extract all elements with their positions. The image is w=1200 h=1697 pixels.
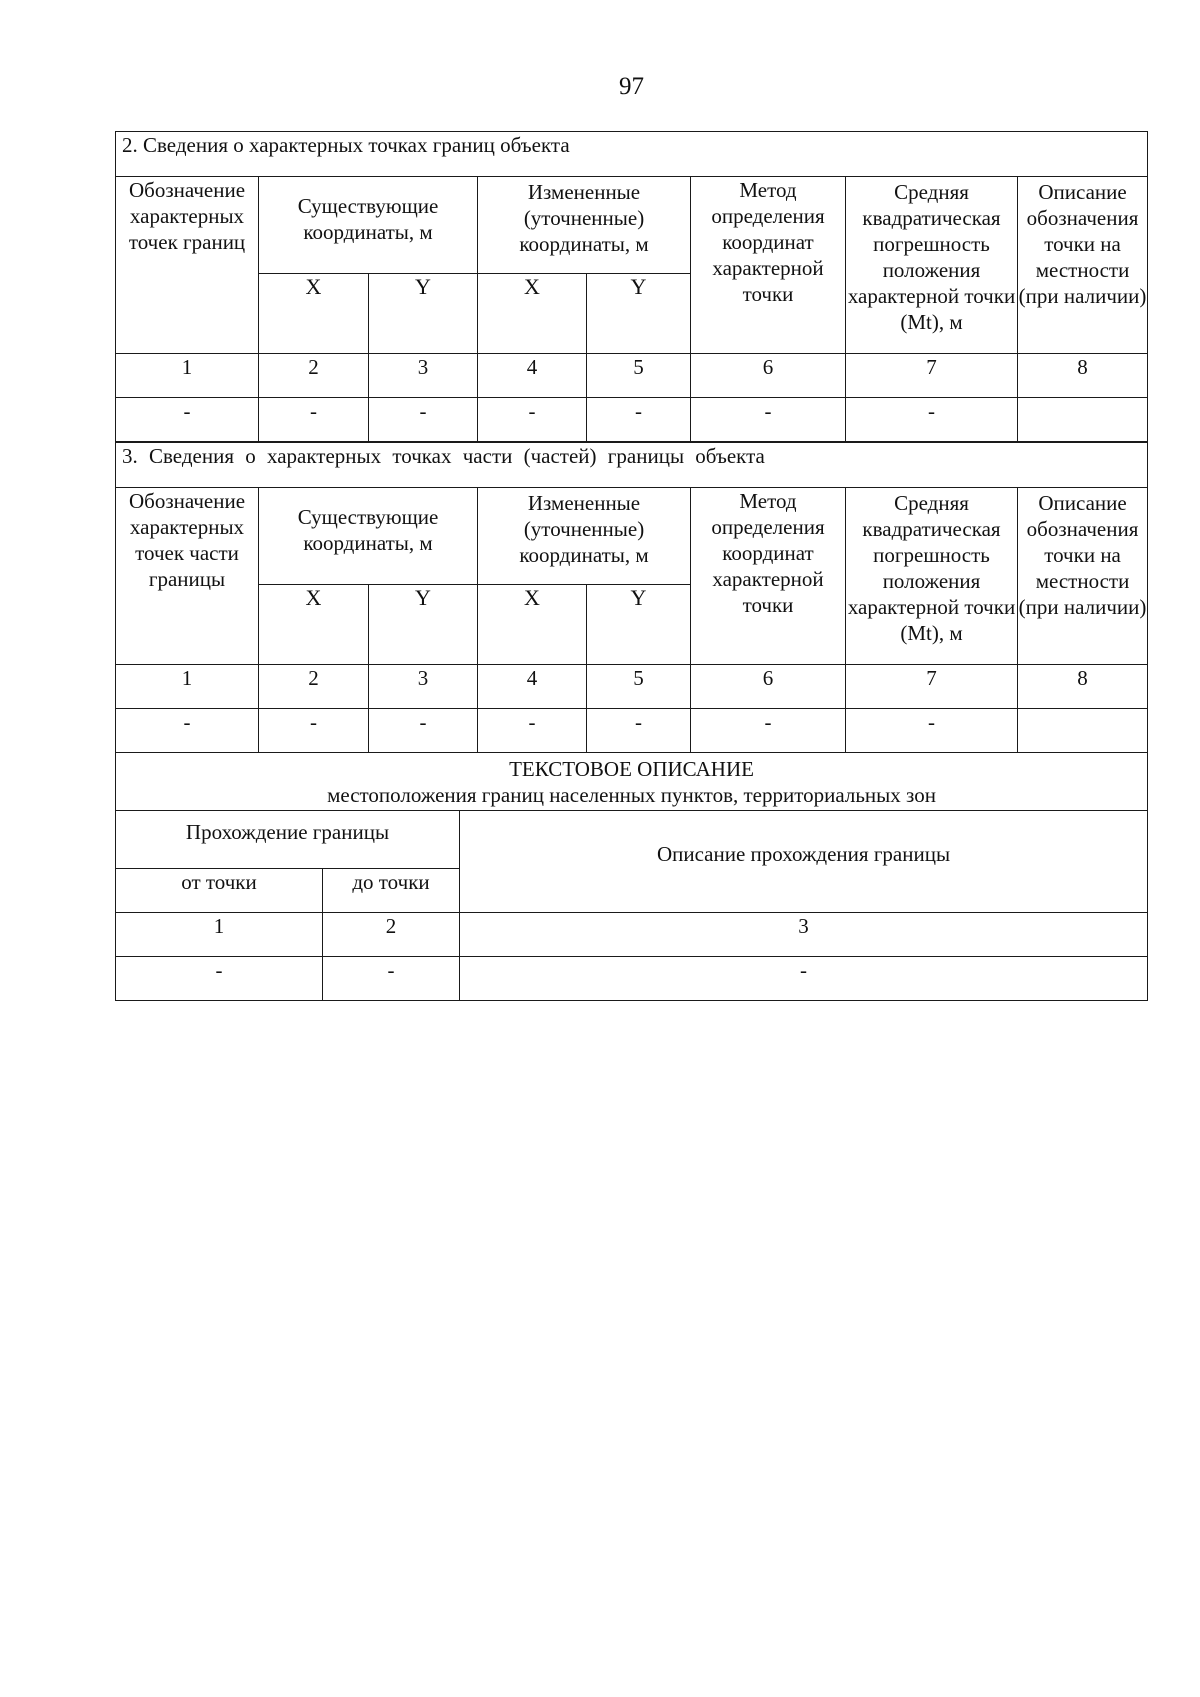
section2-col-method: Метод определения координат характерной точки <box>691 177 846 354</box>
text-description-subtitle: местоположения границ населенных пунктов, территориальных зон <box>327 783 936 807</box>
section3-val-8 <box>1018 709 1148 753</box>
section2-num-2: 2 <box>259 354 369 398</box>
section2-title: 2. Сведения о характерных точках границ объекта <box>116 132 1148 177</box>
section2-y2: Y <box>587 274 691 354</box>
section3-title: 3. Сведения о характерных точках части (частей) границы объекта <box>116 443 1148 488</box>
section2-num-6: 6 <box>691 354 846 398</box>
section2-val-6: - <box>691 398 846 442</box>
section2-val-3: - <box>369 398 478 442</box>
text-num-3: 3 <box>460 913 1148 957</box>
section2-col-existing: Существующие координаты, м <box>259 177 478 274</box>
section2-val-4: - <box>478 398 587 442</box>
section3-col-designation: Обозначение характерных точек части границы <box>116 488 259 665</box>
section2-col-description: Описание обозначения точки на местности (при наличии) <box>1018 177 1148 354</box>
section3-val-5: - <box>587 709 691 753</box>
section3-val-1: - <box>116 709 259 753</box>
section2-val-5: - <box>587 398 691 442</box>
section2-num-5: 5 <box>587 354 691 398</box>
section2-val-2: - <box>259 398 369 442</box>
text-val-3: - <box>460 957 1148 1001</box>
section2-col-error: Средняя квадратическая погрешность положения характерной точки (Mt), м <box>846 177 1018 354</box>
col-from-point: от точки <box>116 869 323 913</box>
section3-col-error: Средняя квадратическая погрешность положения характерной точки (Mt), м <box>846 488 1018 665</box>
section2-val-8 <box>1018 398 1148 442</box>
text-val-1: - <box>116 957 323 1001</box>
section2-num-7: 7 <box>846 354 1018 398</box>
section3-val-4: - <box>478 709 587 753</box>
section2-num-3: 3 <box>369 354 478 398</box>
section2-x1: X <box>259 274 369 354</box>
page-number: 97 <box>619 73 644 100</box>
section3-num-5: 5 <box>587 665 691 709</box>
section3-num-4: 4 <box>478 665 587 709</box>
section3-num-6: 6 <box>691 665 846 709</box>
text-num-2: 2 <box>323 913 460 957</box>
section3-num-7: 7 <box>846 665 1018 709</box>
section2-x2: X <box>478 274 587 354</box>
section2-val-1: - <box>116 398 259 442</box>
text-description-header <box>116 753 1148 811</box>
section3-x1: X <box>259 585 369 665</box>
section2-col-designation: Обозначение характерных точек границ <box>116 177 259 354</box>
section2-num-8: 8 <box>1018 354 1148 398</box>
section3-num-1: 1 <box>116 665 259 709</box>
section3-num-8: 8 <box>1018 665 1148 709</box>
section3-num-3: 3 <box>369 665 478 709</box>
section3-y2: Y <box>587 585 691 665</box>
section3-val-7: - <box>846 709 1018 753</box>
section3-table <box>115 442 1148 753</box>
section2-table <box>115 131 1148 442</box>
section3-col-description: Описание обозначения точки на местности (при наличии) <box>1018 488 1148 665</box>
section2-val-7: - <box>846 398 1018 442</box>
text-val-2: - <box>323 957 460 1001</box>
col-passage-description: Описание прохождения границы <box>460 811 1148 913</box>
section3-num-2: 2 <box>259 665 369 709</box>
text-description-table <box>115 752 1148 1001</box>
text-num-1: 1 <box>116 913 323 957</box>
section3-col-method: Метод определения координат характерной точки <box>691 488 846 665</box>
text-description-title: ТЕКСТОВОЕ ОПИСАНИЕ <box>509 757 754 781</box>
section2-num-4: 4 <box>478 354 587 398</box>
section3-col-existing: Существующие координаты, м <box>259 488 478 585</box>
section2-col-changed: Измененные (уточненные) координаты, м <box>478 177 691 274</box>
col-to-point: до точки <box>323 869 460 913</box>
section3-col-changed: Измененные (уточненные) координаты, м <box>478 488 691 585</box>
section2-num-1: 1 <box>116 354 259 398</box>
section3-val-2: - <box>259 709 369 753</box>
section2-y1: Y <box>369 274 478 354</box>
section3-y1: Y <box>369 585 478 665</box>
section3-val-6: - <box>691 709 846 753</box>
col-passage: Прохождение границы <box>116 811 460 869</box>
section3-x2: X <box>478 585 587 665</box>
section3-val-3: - <box>369 709 478 753</box>
